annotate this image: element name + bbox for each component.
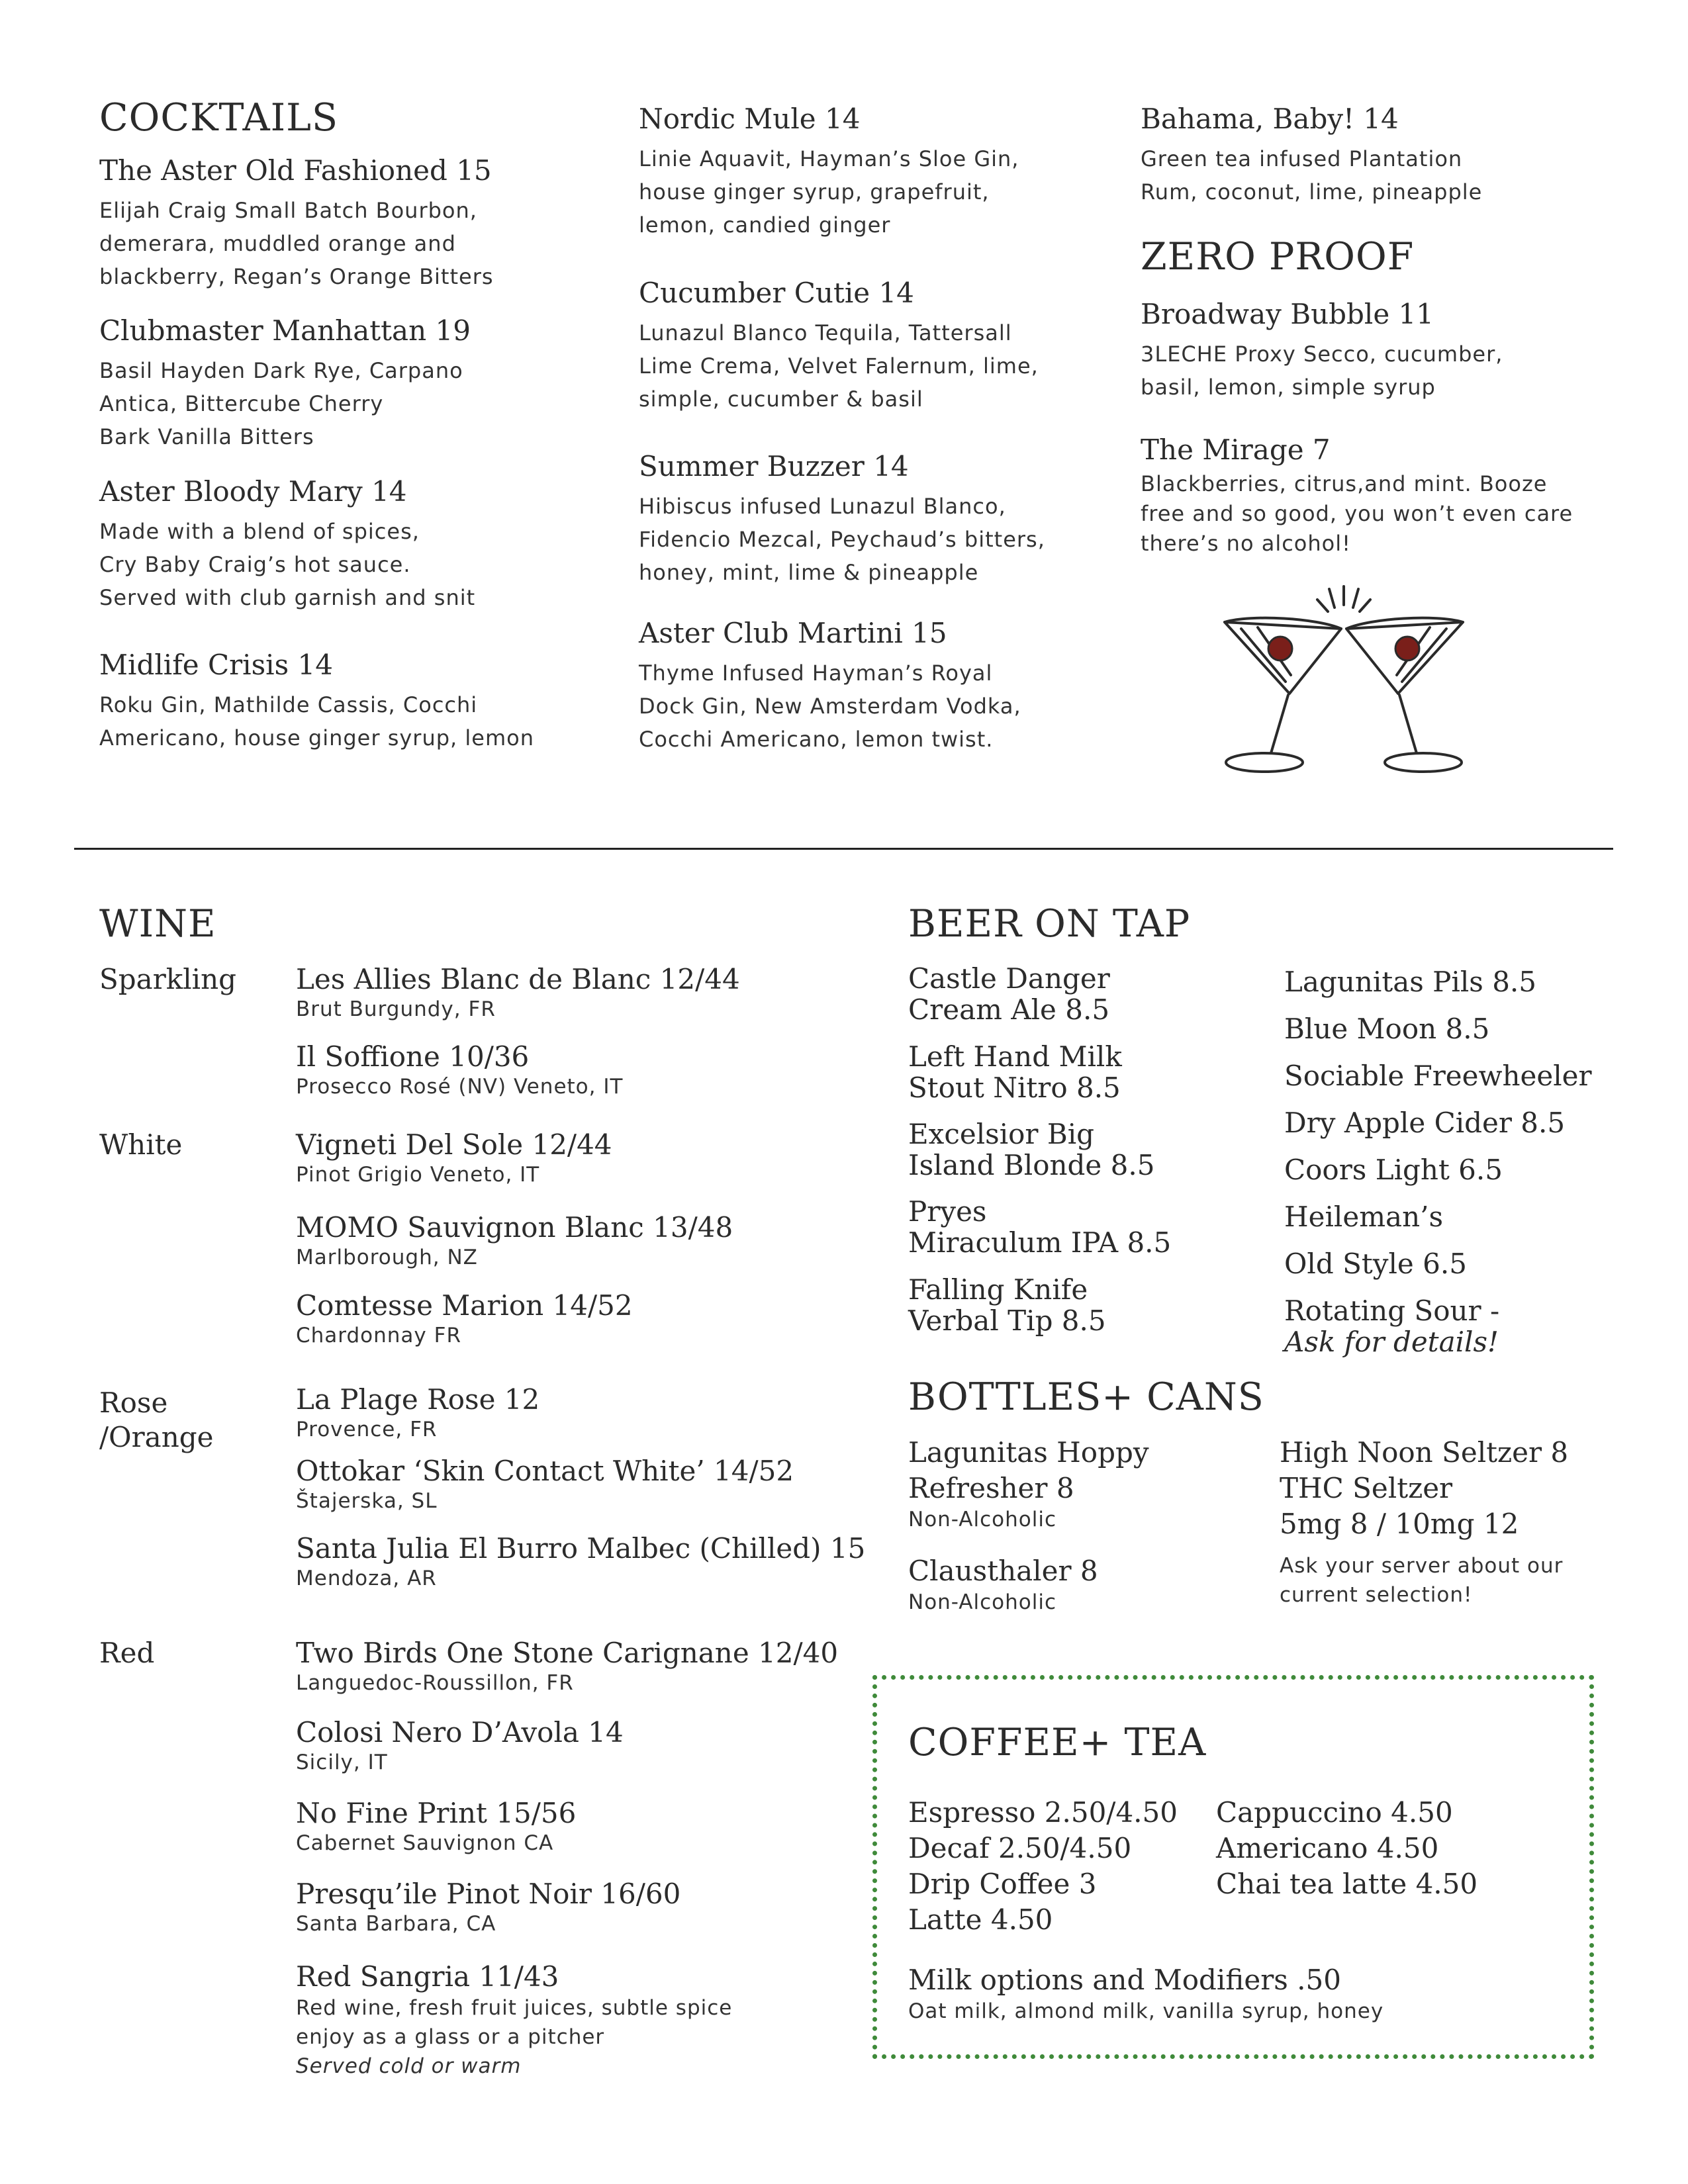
cocktail-midlife-crisis xyxy=(99,649,534,754)
wine-origin: Provence, FR xyxy=(296,1418,438,1442)
bottle-line: Refresher 8 xyxy=(908,1472,1074,1504)
wine-category-rose: Rose xyxy=(99,1387,168,1419)
desc-line: house ginger syrup, grapefruit, xyxy=(639,179,990,205)
desc-line: Elijah Craig Small Batch Bourbon, xyxy=(99,198,477,224)
modifiers-title: Milk options and Modifiers .50 xyxy=(908,1964,1341,1996)
wine-name: Comtesse Marion 14/52 xyxy=(296,1289,633,1322)
coffee-item: Latte 4.50 xyxy=(908,1903,1053,1936)
beer-line: Island Blonde 8.5 xyxy=(908,1149,1155,1181)
beer-list-right xyxy=(1284,958,1592,1358)
desc-line: basil, lemon, simple syrup xyxy=(1141,375,1436,400)
bottle-line: THC Seltzer xyxy=(1280,1472,1453,1504)
desc-line: Roku Gin, Mathilde Cassis, Cocchi xyxy=(99,692,478,718)
wine-item xyxy=(296,1797,576,1857)
wine-category-white: White xyxy=(99,1128,183,1161)
cocktail-bloody-mary xyxy=(99,475,475,614)
martini-glasses-toast-icon xyxy=(1211,582,1476,788)
zero-proof-the-mirage xyxy=(1141,433,1573,559)
wine-item xyxy=(296,1532,865,1592)
beer-line: Pryes xyxy=(908,1195,987,1228)
wine-item xyxy=(296,1637,838,1697)
wine-origin: Štajerska, SL xyxy=(296,1489,438,1514)
bottle-line: 5mg 8 / 10mg 12 xyxy=(1280,1508,1519,1540)
desc-line: Antica, Bittercube Cherry xyxy=(99,391,384,417)
item-description xyxy=(99,515,475,614)
desc-line: Hibiscus infused Lunazul Blanco, xyxy=(639,494,1006,520)
item-name: Summer Buzzer 14 xyxy=(639,450,909,482)
beer-line: Excelsior Big xyxy=(908,1118,1095,1150)
beer-line: Heileman’s xyxy=(1284,1201,1444,1233)
coffee-item: Cappuccino 4.50 xyxy=(1216,1796,1453,1829)
beer-line: Dry Apple Cider 8.5 xyxy=(1284,1107,1566,1139)
desc-line: Rum, coconut, lime, pineapple xyxy=(1141,179,1483,205)
wine-origin: Brut Burgundy, FR xyxy=(296,997,496,1022)
beer-line: Lagunitas Pils 8.5 xyxy=(1284,966,1536,998)
cocktail-old-fashioned xyxy=(99,154,494,293)
desc-line: Blackberries, citrus,and mint. Booze xyxy=(1141,471,1548,497)
item-name: Aster Bloody Mary 14 xyxy=(99,475,407,508)
wine-name: Santa Julia El Burro Malbec (Chilled) 15 xyxy=(296,1532,866,1565)
bottle-item xyxy=(908,1553,1098,1615)
wine-origin: Cabernet Sauvignon CA xyxy=(296,1831,554,1856)
wine-item xyxy=(296,1716,624,1776)
olive-right xyxy=(1395,637,1419,660)
desc-line: Americano, house ginger syrup, lemon xyxy=(99,725,534,751)
desc-line: Lunazul Blanco Tequila, Tattersall xyxy=(639,320,1012,346)
wine-heading: WINE xyxy=(99,902,216,946)
wine-name: Two Birds One Stone Carignane 12/40 xyxy=(296,1637,839,1669)
bottle-sub: Non-Alcoholic xyxy=(908,1508,1057,1531)
coffee-item: Drip Coffee 3 xyxy=(908,1868,1097,1900)
coffee-item: Americano 4.50 xyxy=(1216,1832,1439,1864)
beer-heading: BEER ON TAP xyxy=(908,902,1191,946)
wine-origin: Marlborough, NZ xyxy=(296,1246,478,1270)
item-name: The Aster Old Fashioned 15 xyxy=(99,154,492,187)
wine-name: Il Soffione 10/36 xyxy=(296,1040,530,1073)
wine-item xyxy=(296,1878,680,1938)
bottle-line: Clausthaler 8 xyxy=(908,1555,1098,1587)
sangria-desc-line: enjoy as a glass or a pitcher xyxy=(296,2025,605,2050)
beer-line: Cream Ale 8.5 xyxy=(908,993,1110,1026)
wine-sangria xyxy=(296,1960,732,2081)
cocktail-aster-club-martini xyxy=(639,617,1021,756)
modifiers-list: Oat milk, almond milk, vanilla syrup, honey xyxy=(908,1999,1384,2023)
wine-name: MOMO Sauvignon Blanc 13/48 xyxy=(296,1211,733,1244)
beer-line: Miraculum IPA 8.5 xyxy=(908,1226,1172,1259)
desc-line: lemon, candied ginger xyxy=(639,212,891,238)
cocktail-summer-buzzer xyxy=(639,450,1045,589)
zero-proof-broadway-bubble xyxy=(1141,298,1503,404)
bottle-line: High Noon Seltzer 8 xyxy=(1280,1436,1569,1469)
coffee-item: Espresso 2.50/4.50 xyxy=(908,1796,1178,1829)
wine-category-red: Red xyxy=(99,1637,155,1669)
desc-line: Green tea infused Plantation xyxy=(1141,146,1463,172)
desc-line: honey, mint, lime & pineapple xyxy=(639,560,979,586)
wine-name: Presqu’ile Pinot Noir 16/60 xyxy=(296,1878,681,1910)
bottle-note: Ask your server about our xyxy=(1280,1554,1564,1578)
wine-category-sparkling: Sparkling xyxy=(99,963,237,995)
beer-item xyxy=(908,1274,1106,1336)
item-description xyxy=(99,354,471,453)
wine-origin: Sicily, IT xyxy=(296,1751,388,1775)
coffee-item: Chai tea latte 4.50 xyxy=(1216,1868,1478,1900)
beer-line: Coors Light 6.5 xyxy=(1284,1154,1503,1186)
bottle-note: current selection! xyxy=(1280,1583,1473,1607)
wine-name: Ottokar ‘Skin Contact White’ 14/52 xyxy=(296,1455,794,1487)
wine-name: Vigneti Del Sole 12/44 xyxy=(296,1128,612,1161)
beer-line: Sociable Freewheeler xyxy=(1284,1060,1592,1092)
desc-line: Linie Aquavit, Hayman’s Sloe Gin, xyxy=(639,146,1019,172)
beer-item xyxy=(908,1041,1122,1103)
wine-name: Red Sangria 11/43 xyxy=(296,1960,559,1993)
wine-item xyxy=(296,1289,633,1349)
cocktail-nordic-mule xyxy=(639,103,1019,242)
desc-line: Basil Hayden Dark Rye, Carpano xyxy=(99,358,463,384)
bottles-heading: BOTTLES+ CANS xyxy=(908,1375,1264,1419)
bottle-sub: Non-Alcoholic xyxy=(908,1590,1057,1614)
wine-item xyxy=(296,1383,539,1443)
wine-item xyxy=(296,1128,612,1189)
sangria-note: Served cold or warm xyxy=(296,2054,522,2079)
zero-proof-heading: ZERO PROOF xyxy=(1141,235,1415,279)
wine-origin: Santa Barbara, CA xyxy=(296,1912,496,1936)
desc-line: 3LECHE Proxy Secco, cucumber, xyxy=(1141,341,1503,367)
desc-line: Bark Vanilla Bitters xyxy=(99,424,314,450)
wine-item xyxy=(296,1040,623,1101)
beer-item xyxy=(908,963,1110,1025)
item-description xyxy=(639,490,1045,589)
item-description xyxy=(1141,142,1482,208)
item-name: Bahama, Baby! 14 xyxy=(1141,103,1399,135)
item-description xyxy=(1141,338,1503,404)
wine-origin: Pinot Grigio Veneto, IT xyxy=(296,1163,540,1187)
section-divider xyxy=(74,848,1613,850)
olive-left xyxy=(1268,637,1292,660)
item-name: Aster Club Martini 15 xyxy=(639,617,947,649)
item-description xyxy=(639,657,1021,756)
wine-name: Colosi Nero D’Avola 14 xyxy=(296,1716,624,1749)
beer-item xyxy=(908,1196,1171,1258)
desc-line: Thyme Infused Hayman’s Royal xyxy=(639,660,993,686)
desc-line: simple, cucumber & basil xyxy=(639,387,923,412)
item-description xyxy=(99,194,494,293)
beer-note: Ask for details! xyxy=(1284,1326,1499,1358)
wine-name: Les Allies Blanc de Blanc 12/44 xyxy=(296,963,740,995)
bottle-line: Lagunitas Hoppy xyxy=(908,1436,1149,1469)
item-description xyxy=(639,316,1039,416)
coffee-item: Decaf 2.50/4.50 xyxy=(908,1832,1132,1864)
item-description xyxy=(639,142,1019,242)
item-name: Broadway Bubble 11 xyxy=(1141,298,1434,330)
desc-line: there’s no alcohol! xyxy=(1141,531,1351,557)
item-name: The Mirage 7 xyxy=(1141,433,1331,466)
sangria-desc-line: Red wine, fresh fruit juices, subtle spice xyxy=(296,1996,733,2021)
beer-line: Blue Moon 8.5 xyxy=(1284,1013,1490,1045)
beer-line: Old Style 6.5 xyxy=(1284,1248,1467,1280)
desc-line: Dock Gin, New Amsterdam Vodka, xyxy=(639,694,1021,719)
beer-line: Stout Nitro 8.5 xyxy=(908,1071,1121,1104)
item-description xyxy=(99,688,534,754)
cocktail-bahama-baby xyxy=(1141,103,1482,208)
beer-line: Castle Danger xyxy=(908,962,1110,995)
cocktail-manhattan xyxy=(99,314,471,453)
desc-line: Cry Baby Craig’s hot sauce. xyxy=(99,552,411,578)
cocktails-heading: COCKTAILS xyxy=(99,96,339,140)
item-name: Nordic Mule 14 xyxy=(639,103,861,135)
beer-item xyxy=(908,1118,1154,1181)
beer-line: Verbal Tip 8.5 xyxy=(908,1304,1106,1337)
coffee-modifiers xyxy=(908,1962,1383,2025)
desc-line: Fidencio Mezcal, Peychaud’s bitters, xyxy=(639,527,1045,553)
wine-item xyxy=(296,1211,733,1271)
wine-category-orange: /Orange xyxy=(99,1421,214,1453)
coffee-list-right xyxy=(1216,1795,1477,1902)
wine-name: No Fine Print 15/56 xyxy=(296,1797,577,1829)
wine-name: La Plage Rose 12 xyxy=(296,1383,540,1416)
desc-line: blackberry, Regan’s Orange Bitters xyxy=(99,264,494,290)
desc-line: demerara, muddled orange and xyxy=(99,231,456,257)
beer-line: Left Hand Milk xyxy=(908,1040,1122,1073)
desc-line: Lime Crema, Velvet Falernum, lime, xyxy=(639,353,1039,379)
beer-line: Falling Knife xyxy=(908,1273,1088,1306)
coffee-heading: COFFEE+ TEA xyxy=(908,1721,1207,1764)
desc-line: Made with a blend of spices, xyxy=(99,519,420,545)
wine-item xyxy=(296,963,740,1023)
wine-origin: Chardonnay FR xyxy=(296,1324,461,1348)
desc-line: Served with club garnish and snit xyxy=(99,585,476,611)
wine-origin: Prosecco Rosé (NV) Veneto, IT xyxy=(296,1075,624,1099)
coffee-list-left xyxy=(908,1795,1178,1938)
bottle-item-right xyxy=(1280,1435,1568,1610)
item-name: Clubmaster Manhattan 19 xyxy=(99,314,471,347)
desc-line: Cocchi Americano, lemon twist. xyxy=(639,727,994,752)
desc-line: free and so good, you won’t even care xyxy=(1141,501,1573,527)
wine-item xyxy=(296,1455,794,1515)
item-description xyxy=(1141,469,1573,559)
item-name: Cucumber Cutie 14 xyxy=(639,277,914,309)
cocktail-cucumber-cutie xyxy=(639,277,1039,416)
wine-origin: Languedoc-Roussillon, FR xyxy=(296,1671,574,1696)
item-name: Midlife Crisis 14 xyxy=(99,649,333,681)
bottle-item xyxy=(908,1435,1149,1533)
beer-line: Rotating Sour - xyxy=(1284,1295,1500,1327)
wine-origin: Mendoza, AR xyxy=(296,1567,437,1591)
